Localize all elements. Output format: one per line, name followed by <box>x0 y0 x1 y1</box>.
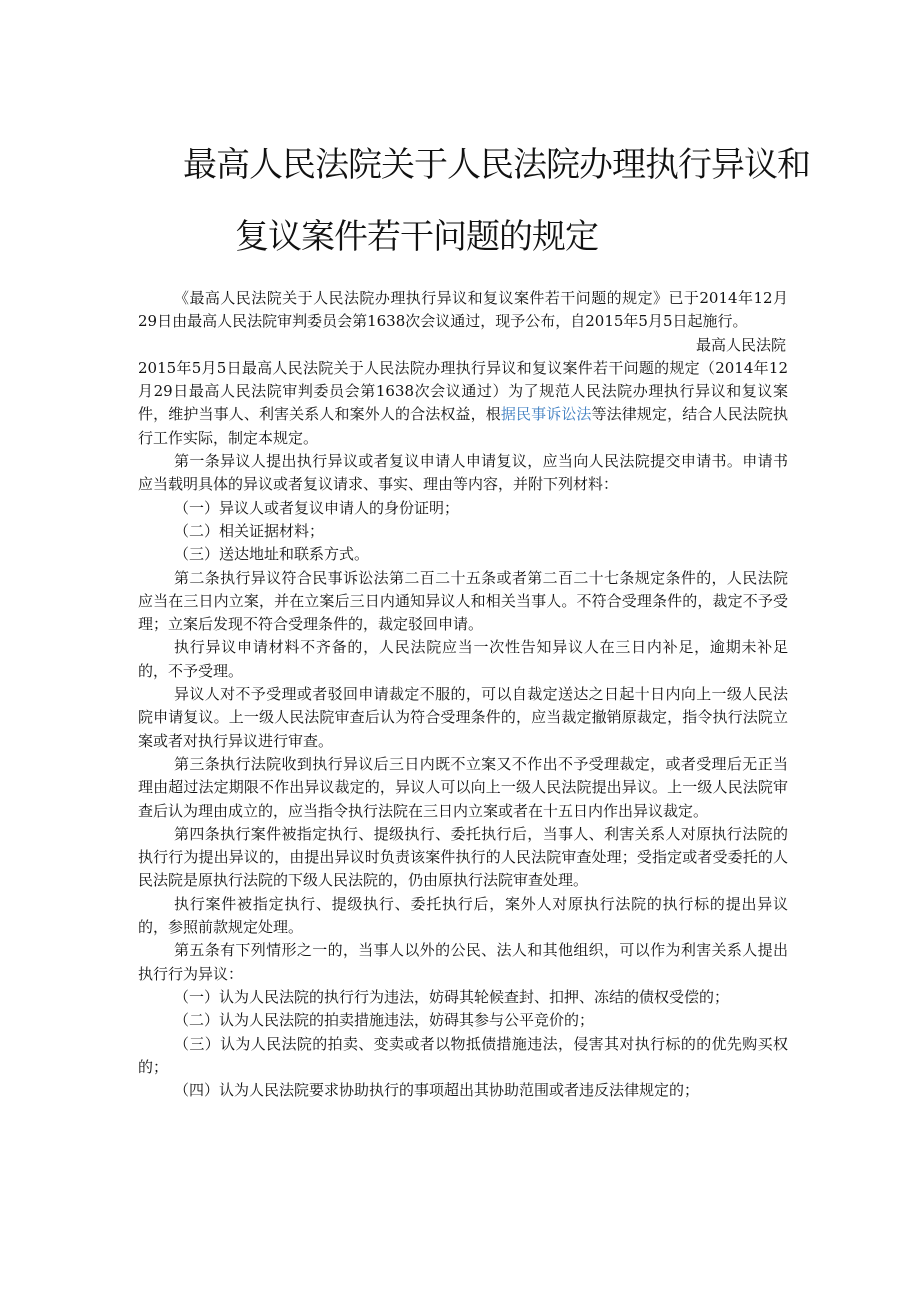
article-5-item-2: （二）认为人民法院的拍卖措施违法，妨碍其参与公平竞价的； <box>174 1011 595 1030</box>
article-5: 第五条有下列情形之一的，当事人以外的公民、法人和其他组织，可以作为利害关系人提出执行行为异议： <box>138 941 788 983</box>
article-1: 第一条异议人提出执行异议或者复议申请人申请复议，应当向人民法院提交申请书。申请书应当载明具体的异议或者复议请求、事实、理由等内容，并附下列材料： <box>138 452 788 494</box>
preamble-text-end: 等法律规定，结合人民法院执行工作实际，制定本规定。 <box>138 405 788 447</box>
article-2-para-2: 执行异议申请材料不齐备的，人民法院应当一次性告知异议人在三日内补足，逾期未补足的，不予受理。 <box>138 638 788 680</box>
civil-procedure-law-link[interactable]: 据民事诉讼法 <box>500 405 592 424</box>
signature: 最高人民法院 <box>695 335 786 354</box>
article-3: 第三条执行法院收到执行异议后三日内既不立案又不作出不予受理裁定，或者受理后无正当理由超过法定期限不作出异议裁定的，异议人可以向上一级人民法院提出异议。上一级人民法院审查后认为理由成立的，应当指令执行法院在三日内立案或者在十五日内作出异议裁定。 <box>138 754 788 820</box>
article-1-item-1: （一）异议人或者复议申请人的身份证明； <box>174 498 460 517</box>
article-5-item-1: （一）认为人民法院的执行行为违法，妨碍其轮候查封、扣押、冻结的债权受偿的； <box>174 987 730 1006</box>
article-2-para-3: 异议人对不予受理或者驳回申请裁定不服的，可以自裁定送达之日起十日内向上一级人民法院申请复议。上一级人民法院审查后认为符合受理条件的，应当裁定撤销原裁定，指令执行法院立案或者对执行异议进行审查。 <box>138 685 788 750</box>
article-5-item-3: （三）认为人民法院的拍卖、变卖或者以物抵债措施违法，侵害其对执行标的的优先购买权的； <box>138 1034 788 1076</box>
article-4-para-2: 执行案件被指定执行、提级执行、委托执行后，案外人对原执行法院的执行标的提出异议的，参照前款规定处理。 <box>138 894 788 937</box>
preamble-text: 2015年5月5日最高人民法院关于人民法院办理执行异议和复议案件若干问题的规定（2014年12月29日最高人民法院审判委员会第1638次会议通过）为了规范人民法院办理执行异议和复议案件，维护当事人、利害关系人和案外人的合法权益，根 <box>138 358 788 424</box>
article-1-item-3: （三）送达地址和联系方式。 <box>174 545 370 564</box>
article-1-item-2: （二）相关证据材料； <box>174 521 325 540</box>
article-5-item-4: （四）认为人民法院要求协助执行的事项超出其协助范围或者违反法律规定的； <box>174 1081 700 1100</box>
document-title-line-1: 最高人民法院关于人民法院办理执行异议和 <box>183 145 810 185</box>
intro-paragraph: 《最高人民法院关于人民法院办理执行异议和复议案件若干问题的规定》已于2014年12月29日由最高人民法院审判委员会第1638次会议通过，现予公布，自2015年5月5日起施行。 <box>138 289 788 331</box>
document-title-line-2: 复议案件若干问题的规定 <box>235 217 598 257</box>
document-body <box>138 287 788 1102</box>
article-4: 第四条执行案件被指定执行、提级执行、委托执行后，当事人、利害关系人对原执行法院的执行行为提出异议的，由提出异议时负责该案件执行的人民法院审查处理；受指定或者受委托的人民法院是原执行法院的下级人民法院的，仍由原执行法院审查处理。 <box>138 824 788 890</box>
preamble-paragraph <box>138 357 788 450</box>
article-2: 第二条执行异议符合民事诉讼法第二百二十五条或者第二百二十七条规定条件的，人民法院应当在三日内立案，并在立案后三日内通知异议人和相关当事人。不符合受理条件的，裁定不予受理；立案后发现不符合受理条件的，裁定驳回申请。 <box>138 568 788 634</box>
